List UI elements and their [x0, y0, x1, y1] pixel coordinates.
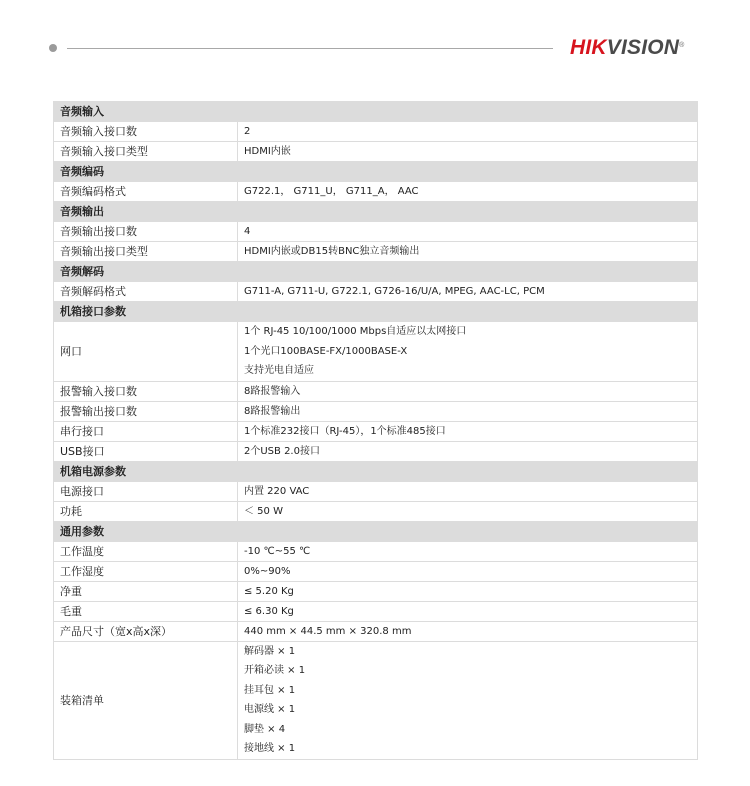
spec-row [54, 222, 698, 242]
spec-table [53, 101, 698, 760]
spec-row [54, 441, 698, 461]
spec-value-line: 支持光电自适应 [244, 365, 314, 376]
spec-value-line: 0%~90% [244, 565, 291, 577]
spec-row [54, 122, 698, 142]
section-title: 机箱电源参数 [54, 461, 698, 481]
spec-label: 功耗 [54, 501, 238, 521]
spec-value [238, 381, 698, 401]
spec-row [54, 182, 698, 202]
spec-value-line: ≤ 5.20 Kg [244, 585, 294, 597]
spec-value-line: 8路报警输出 [244, 405, 301, 417]
spec-value [238, 621, 698, 641]
logo-text-red: HIK [570, 36, 607, 59]
spec-label: 电源接口 [54, 481, 238, 501]
spec-value [238, 561, 698, 581]
spec-value-line: 内置 220 VAC [244, 485, 310, 497]
spec-label: 工作湿度 [54, 561, 238, 581]
spec-value-line: 脚垫 × 4 [244, 723, 286, 735]
spec-row [54, 641, 698, 759]
spec-value [238, 501, 698, 521]
spec-value [238, 122, 698, 142]
spec-row [54, 242, 698, 262]
spec-label: 音频编码格式 [54, 182, 238, 202]
header-bullet-dot [49, 44, 57, 52]
section-header-row [54, 162, 698, 182]
spec-row [54, 541, 698, 561]
spec-label: 串行接口 [54, 421, 238, 441]
section-header-row [54, 202, 698, 222]
spec-value [238, 401, 698, 421]
spec-label: 工作温度 [54, 541, 238, 561]
spec-value-line: 1个光口100BASE-FX/1000BASE-X [244, 345, 408, 357]
section-title: 音频编码 [54, 162, 698, 182]
spec-label: 净重 [54, 581, 238, 601]
spec-value-line: 440 mm × 44.5 mm × 320.8 mm [244, 625, 412, 637]
section-title: 音频输入 [54, 102, 698, 122]
spec-value-line: 解码器 × 1 [244, 645, 296, 657]
section-header-row [54, 262, 698, 282]
spec-value [238, 541, 698, 561]
spec-value-line: -10 ℃~55 ℃ [244, 545, 311, 557]
spec-label: 毛重 [54, 601, 238, 621]
spec-value [238, 481, 698, 501]
spec-value [238, 641, 698, 759]
section-header-row [54, 461, 698, 481]
section-title: 音频输出 [54, 202, 698, 222]
hikvision-logo [570, 35, 685, 61]
spec-value-line: HDMI内嵌 [244, 146, 291, 157]
spec-label: 音频输入接口数 [54, 122, 238, 142]
spec-label: 音频输入接口类型 [54, 142, 238, 162]
spec-value-line: 2个USB 2.0接口 [244, 445, 320, 457]
spec-value [238, 441, 698, 461]
spec-value-line: 接地线 × 1 [244, 743, 296, 754]
section-title: 音频解码 [54, 262, 698, 282]
registered-mark: ® [679, 42, 685, 49]
spec-value-line: ＜ 50 W [244, 505, 283, 517]
section-header-row [54, 302, 698, 322]
spec-value-line: 2 [244, 126, 251, 137]
spec-table-body [54, 102, 698, 760]
spec-value [238, 581, 698, 601]
spec-label: 网口 [54, 322, 238, 382]
spec-value-line: G722.1， G711_U， G711_A， AAC [244, 186, 419, 197]
section-title: 通用参数 [54, 521, 698, 541]
spec-value [238, 322, 698, 382]
spec-row [54, 561, 698, 581]
spec-value-line: 1个标准232接口（RJ-45），1个标准485接口 [244, 425, 446, 437]
spec-row [54, 581, 698, 601]
spec-row [54, 421, 698, 441]
spec-row [54, 621, 698, 641]
page-header [0, 0, 750, 100]
spec-value-line: 8路报警输入 [244, 385, 301, 397]
spec-value [238, 222, 698, 242]
spec-value-line: 1个 RJ-45 10/100/1000 Mbps自适应以太网接口 [244, 326, 467, 337]
spec-label: 音频解码格式 [54, 282, 238, 302]
spec-row [54, 481, 698, 501]
spec-row [54, 142, 698, 162]
spec-value-line: HDMI内嵌或DB15转BNC独立音频输出 [244, 246, 420, 257]
spec-row [54, 601, 698, 621]
spec-value [238, 242, 698, 262]
spec-row [54, 322, 698, 382]
spec-value-line: 4 [244, 226, 251, 237]
logo-text-gray: VISION [606, 36, 680, 59]
spec-label: 报警输出接口数 [54, 401, 238, 421]
spec-value [238, 182, 698, 202]
spec-value [238, 282, 698, 302]
spec-label: 音频输出接口类型 [54, 242, 238, 262]
spec-label: USB接口 [54, 441, 238, 461]
header-rule [67, 48, 553, 49]
spec-row [54, 501, 698, 521]
spec-value-line: ≤ 6.30 Kg [244, 605, 294, 617]
spec-value [238, 601, 698, 621]
section-header-row [54, 102, 698, 122]
spec-label: 产品尺寸（宽x高x深） [54, 621, 238, 641]
spec-label: 装箱清单 [54, 641, 238, 759]
spec-row [54, 282, 698, 302]
section-header-row [54, 521, 698, 541]
section-title: 机箱接口参数 [54, 302, 698, 322]
spec-value [238, 142, 698, 162]
spec-value-line: 电源线 × 1 [244, 704, 296, 715]
spec-value [238, 421, 698, 441]
spec-label: 音频输出接口数 [54, 222, 238, 242]
spec-value-line: G711-A, G711-U, G722.1, G726-16/U/A, MPEG, AAC-LC, PCM [244, 286, 545, 297]
spec-row [54, 381, 698, 401]
spec-value-line: 开箱必读 × 1 [244, 665, 306, 676]
spec-value-line: 挂耳包 × 1 [244, 684, 296, 696]
spec-row [54, 401, 698, 421]
spec-label: 报警输入接口数 [54, 381, 238, 401]
